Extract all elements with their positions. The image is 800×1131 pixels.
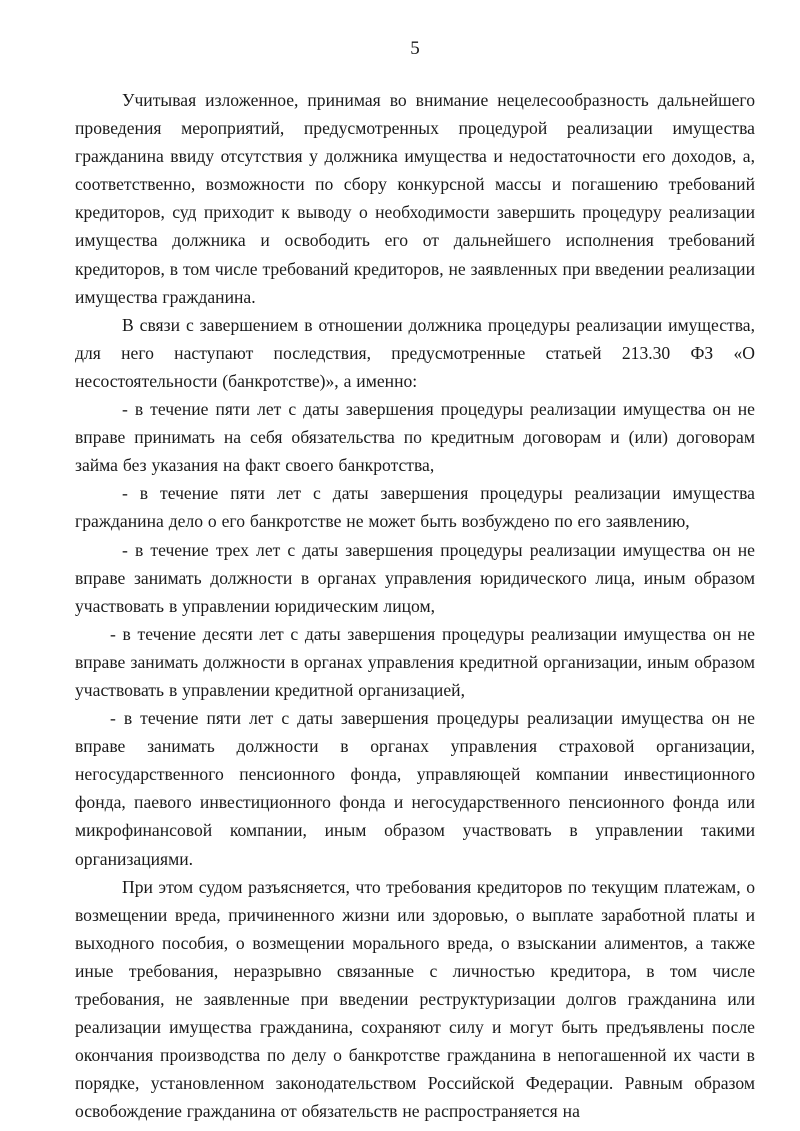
paragraph: Учитывая изложенное, принимая во внимание нецелесообразность дальнейшего проведения мероприятий, предусмотренных процедурой реализации имущества гражданина ввиду отсутствия у должника имущества и недостаточности его доходов, а, соответственно, возможности по сбору конкурсной массы и погашению требований кредиторов, суд приходит к выводу о необходимости завершить процедуру реализации имущества должника и освободить его от дальнейшего исполнения требований кредиторов, в том числе требований кредиторов, не заявленных при введении реализации имущества гражданина. bbox=[75, 90, 755, 307]
paragraph: - в течение десяти лет с даты завершения процедуры реализации имущества он не вправе занимать должности в органах управления кредитной организации, иным образом участвовать в управлении кредитной организацией, bbox=[75, 623, 755, 700]
paragraph: - в течение пяти лет с даты завершения процедуры реализации имущества гражданина дело о его банкротстве не может быть возбуждено по его заявлению, bbox=[75, 483, 755, 532]
paragraph: В связи с завершением в отношении должника процедуры реализации имущества, для него наступают последствия, предусмотренные статьей 213.30 ФЗ «О несостоятельности (банкротстве)», а именно: bbox=[75, 314, 755, 391]
page-number: 5 bbox=[410, 38, 420, 59]
paragraph: При этом судом разъясняется, что требования кредиторов по текущим платежам, о возмещении вреда, причиненного жизни или здоровью, о выплате заработной платы и выходного пособия, о возмещении морального вреда, о взыскании алиментов, а также иные требования, неразрывно связанные с личностью кредитора, в том числе требования, не заявленные при введении реструктуризации долгов гражданина или реализации имущества гражданина, сохраняют силу и могут быть предъявлены после окончания производства по делу о банкротстве гражданина в непогашенной их части в порядке, установленном законодательством Российской Федерации. Равным образом освобождение гражданина от обязательств не распространяется на bbox=[75, 876, 755, 1122]
paragraph: - в течение трех лет с даты завершения процедуры реализации имущества он не вправе занимать должности в органах управления юридического лица, иным образом участвовать в управлении юридическим лицом, bbox=[75, 539, 755, 616]
document-body bbox=[75, 86, 755, 1125]
paragraph: - в течение пяти лет с даты завершения процедуры реализации имущества он не вправе принимать на себя обязательства по кредитным договорам и (или) договорам займа без указания на факт своего банкротства, bbox=[75, 399, 755, 476]
paragraph: - в течение пяти лет с даты завершения процедуры реализации имущества он не вправе занимать должности в органах управления страховой организации, негосударственного пенсионного фонда, управляющей компании инвестиционного фонда, паевого инвестиционного фонда и негосударственного пенсионного фонда или микрофинансовой компании, иным образом участвовать в управлении такими организациями. bbox=[75, 708, 755, 869]
